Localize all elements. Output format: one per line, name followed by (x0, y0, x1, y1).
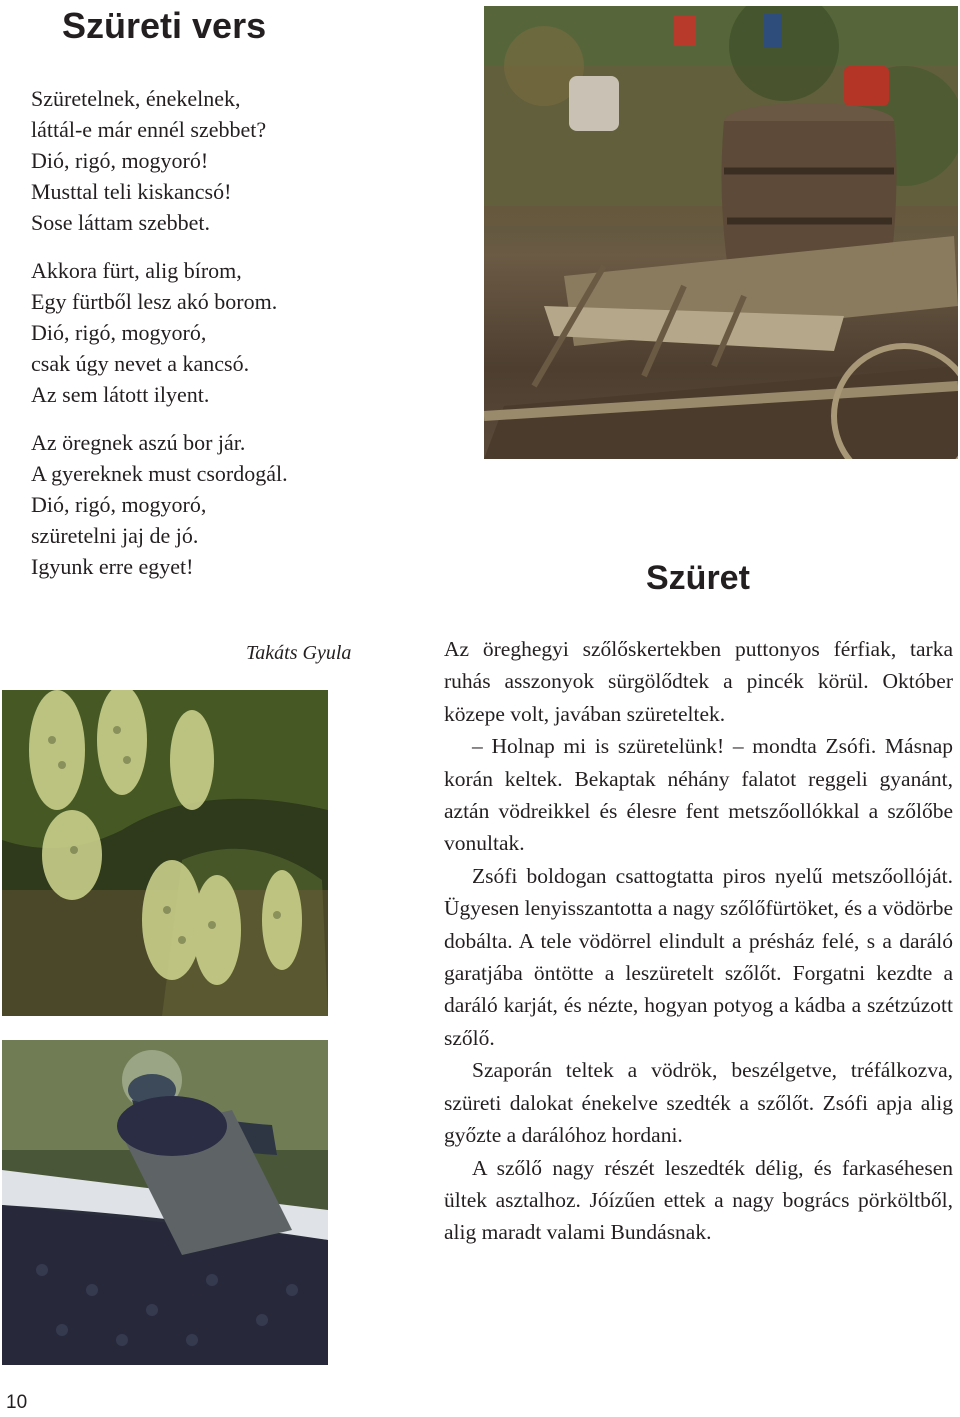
poem-line: Egy fürtből lesz akó borom. (31, 289, 278, 314)
poem-author: Takáts Gyula (246, 642, 352, 664)
poem-line: Dió, rigó, mogyoró! (31, 148, 209, 173)
story-title: Szüret (646, 559, 750, 597)
poem-line: Sose láttam szebbet. (31, 210, 211, 235)
story-paragraph: Zsófi boldogan csattogtatta piros nyelű metszőollóját. Ügyesen lenyisszantotta a nagy szőlőfürtöket, és a vödörbe dobálta. A tele vödörrel elindult a présház felé, s a daráló garatjába öntötte a leszüretelt szőlőt. Forgatni kezdte a daráló karját, és nézte, hogyan potyog a kádba a szétzúzott szőlő. (444, 863, 953, 1050)
harvest-cart-photo (484, 6, 958, 459)
poem-line: Az sem látott ilyent. (31, 382, 210, 407)
poem-line: Szüretelnek, énekelnek, (31, 86, 241, 111)
poem-title: Szüreti vers (62, 5, 267, 46)
poem-stanza-2 (31, 255, 361, 410)
poem-line: Dió, rigó, mogyoró, (31, 320, 207, 345)
poem-line: Az öregnek aszú bor jár. (31, 430, 246, 455)
page-number: 10 (6, 1392, 28, 1413)
poem-line: csak úgy nevet a kancsó. (31, 351, 250, 376)
story-paragraph: Az öreghegyi szőlőskertekben puttonyos férfiak, tarka ruhás asszonyok sürgölődtek a pincék körül. Október közepe volt, javában szüreteltek. (444, 637, 953, 726)
story-paragraph: Szaporán teltek a vödrök, beszélgetve, tréfálkozva, szüreti dalokat énekelve szedték a szőlőt. Zsófi apja alig győzte a darálóhoz hordani. (444, 1058, 953, 1148)
poem-line: szüretelni jaj de jó. (31, 523, 199, 548)
poem-line: láttál-e már ennél szebbet? (31, 117, 267, 142)
poem-line: A gyereknek must csordogál. (31, 461, 288, 486)
poem-stanza-1 (31, 83, 361, 238)
grape-clusters-photo (2, 690, 328, 1016)
story-body (444, 633, 953, 1249)
grape-bucket-photo (2, 1040, 328, 1365)
poem-body (31, 83, 361, 599)
poem-line: Igyunk erre egyet! (31, 554, 194, 579)
story-paragraph: – Holnap mi is szüretelünk! – mondta Zsófi. Másnap korán keltek. Bekaptak néhány falatot reggeli gyanánt, aztán vödreikkel és élesre fent metszőollókkal a szőlőbe vonultak. (444, 734, 953, 856)
poem-line: Dió, rigó, mogyoró, (31, 492, 207, 517)
story-paragraph: A szőlő nagy részét leszedték délig, és farkaséhesen ültek asztalhoz. Jóízűen ettek a nagy bogrács pörköltből, alig maradt valami Bundásnak. (444, 1155, 953, 1245)
poem-line: Akkora fürt, alig bírom, (31, 258, 242, 283)
poem-line: Musttal teli kiskancsó! (31, 179, 232, 204)
poem-stanza-3 (31, 427, 361, 582)
